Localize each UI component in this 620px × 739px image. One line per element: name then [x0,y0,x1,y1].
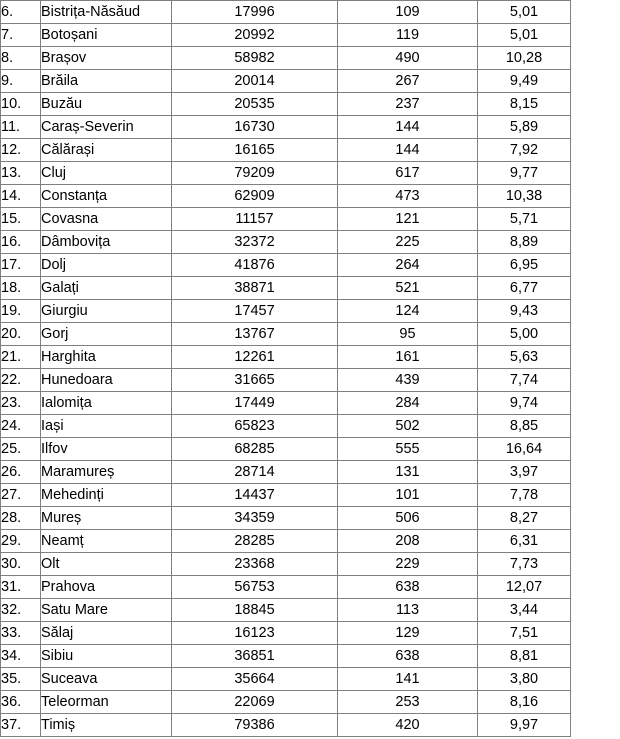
county-name-cell: Brăila [41,70,172,93]
population-cell: 68285 [172,438,338,461]
table-row [1,668,571,691]
row-index-cell: 35. [1,668,41,691]
population-cell: 38871 [172,277,338,300]
cases-cell: 229 [338,553,478,576]
table-row [1,369,571,392]
row-index-cell: 21. [1,346,41,369]
population-cell: 28285 [172,530,338,553]
table-row [1,231,571,254]
county-name-cell: Ilfov [41,438,172,461]
rate-cell: 9,97 [478,714,571,737]
cases-cell: 490 [338,47,478,70]
population-cell: 20535 [172,93,338,116]
county-name-cell: Sibiu [41,645,172,668]
table-row [1,553,571,576]
rate-cell: 8,15 [478,93,571,116]
row-index-cell: 32. [1,599,41,622]
population-cell: 56753 [172,576,338,599]
population-cell: 23368 [172,553,338,576]
table-row [1,714,571,737]
county-name-cell: Bistrița-Năsăud [41,1,172,24]
cases-cell: 124 [338,300,478,323]
row-index-cell: 19. [1,300,41,323]
table-row [1,277,571,300]
county-name-cell: Mehedinți [41,484,172,507]
rate-cell: 7,92 [478,139,571,162]
table-row [1,576,571,599]
table-row [1,691,571,714]
row-index-cell: 10. [1,93,41,116]
population-cell: 17449 [172,392,338,415]
county-name-cell: Teleorman [41,691,172,714]
table-row [1,24,571,47]
table-row [1,622,571,645]
row-index-cell: 27. [1,484,41,507]
rate-cell: 9,77 [478,162,571,185]
cases-cell: 267 [338,70,478,93]
population-cell: 12261 [172,346,338,369]
row-index-cell: 16. [1,231,41,254]
rate-cell: 7,51 [478,622,571,645]
county-name-cell: Brașov [41,47,172,70]
row-index-cell: 25. [1,438,41,461]
table-body [1,1,571,737]
table-row [1,461,571,484]
rate-cell: 5,89 [478,116,571,139]
county-name-cell: Olt [41,553,172,576]
cases-cell: 129 [338,622,478,645]
row-index-cell: 36. [1,691,41,714]
row-index-cell: 33. [1,622,41,645]
cases-cell: 101 [338,484,478,507]
rate-cell: 5,63 [478,346,571,369]
county-name-cell: Cluj [41,162,172,185]
cases-cell: 264 [338,254,478,277]
table-row [1,645,571,668]
population-cell: 17996 [172,1,338,24]
cases-cell: 420 [338,714,478,737]
population-cell: 35664 [172,668,338,691]
cases-cell: 439 [338,369,478,392]
population-cell: 31665 [172,369,338,392]
rate-cell: 8,81 [478,645,571,668]
county-name-cell: Prahova [41,576,172,599]
cases-cell: 506 [338,507,478,530]
population-cell: 18845 [172,599,338,622]
county-name-cell: Botoșani [41,24,172,47]
population-cell: 34359 [172,507,338,530]
cases-cell: 161 [338,346,478,369]
cases-cell: 502 [338,415,478,438]
rate-cell: 12,07 [478,576,571,599]
row-index-cell: 34. [1,645,41,668]
table-row [1,162,571,185]
population-cell: 11157 [172,208,338,231]
rate-cell: 9,43 [478,300,571,323]
rate-cell: 10,38 [478,185,571,208]
county-name-cell: Harghita [41,346,172,369]
county-name-cell: Dolj [41,254,172,277]
cases-cell: 208 [338,530,478,553]
cases-cell: 284 [338,392,478,415]
row-index-cell: 9. [1,70,41,93]
table-row [1,208,571,231]
rate-cell: 8,27 [478,507,571,530]
county-name-cell: Călărași [41,139,172,162]
table-row [1,300,571,323]
rate-cell: 3,44 [478,599,571,622]
row-index-cell: 23. [1,392,41,415]
county-name-cell: Mureș [41,507,172,530]
table-row [1,116,571,139]
table-row [1,507,571,530]
cases-cell: 131 [338,461,478,484]
population-cell: 16123 [172,622,338,645]
row-index-cell: 17. [1,254,41,277]
rate-cell: 6,77 [478,277,571,300]
row-index-cell: 26. [1,461,41,484]
table-row [1,185,571,208]
table-row [1,438,571,461]
row-index-cell: 8. [1,47,41,70]
rate-cell: 6,95 [478,254,571,277]
population-cell: 79209 [172,162,338,185]
county-name-cell: Buzău [41,93,172,116]
table-row [1,530,571,553]
cases-cell: 95 [338,323,478,346]
row-index-cell: 12. [1,139,41,162]
population-cell: 79386 [172,714,338,737]
table-row [1,392,571,415]
county-name-cell: Giurgiu [41,300,172,323]
cases-cell: 617 [338,162,478,185]
county-name-cell: Dâmbovița [41,231,172,254]
cases-cell: 141 [338,668,478,691]
row-index-cell: 28. [1,507,41,530]
cases-cell: 144 [338,116,478,139]
county-name-cell: Hunedoara [41,369,172,392]
table-row [1,254,571,277]
population-cell: 36851 [172,645,338,668]
table-row [1,70,571,93]
county-name-cell: Gorj [41,323,172,346]
row-index-cell: 20. [1,323,41,346]
rate-cell: 9,74 [478,392,571,415]
population-cell: 13767 [172,323,338,346]
table-row [1,139,571,162]
rate-cell: 6,31 [478,530,571,553]
county-name-cell: Suceava [41,668,172,691]
rate-cell: 7,74 [478,369,571,392]
row-index-cell: 22. [1,369,41,392]
cases-cell: 253 [338,691,478,714]
rate-cell: 8,16 [478,691,571,714]
population-cell: 20014 [172,70,338,93]
population-cell: 20992 [172,24,338,47]
table-row [1,323,571,346]
cases-cell: 638 [338,645,478,668]
cases-cell: 119 [338,24,478,47]
cases-cell: 521 [338,277,478,300]
county-name-cell: Ialomița [41,392,172,415]
rate-cell: 5,00 [478,323,571,346]
cases-cell: 121 [338,208,478,231]
row-index-cell: 7. [1,24,41,47]
county-name-cell: Covasna [41,208,172,231]
population-cell: 16730 [172,116,338,139]
county-name-cell: Iași [41,415,172,438]
cases-cell: 225 [338,231,478,254]
county-name-cell: Maramureș [41,461,172,484]
population-cell: 17457 [172,300,338,323]
county-name-cell: Galați [41,277,172,300]
cases-cell: 109 [338,1,478,24]
cases-cell: 144 [338,139,478,162]
county-name-cell: Satu Mare [41,599,172,622]
row-index-cell: 15. [1,208,41,231]
row-index-cell: 11. [1,116,41,139]
cases-cell: 473 [338,185,478,208]
cases-cell: 113 [338,599,478,622]
population-cell: 41876 [172,254,338,277]
rate-cell: 10,28 [478,47,571,70]
table-row [1,47,571,70]
rate-cell: 7,78 [478,484,571,507]
row-index-cell: 13. [1,162,41,185]
population-cell: 62909 [172,185,338,208]
county-name-cell: Timiș [41,714,172,737]
table-row [1,346,571,369]
population-cell: 32372 [172,231,338,254]
population-cell: 16165 [172,139,338,162]
table-row [1,599,571,622]
rate-cell: 16,64 [478,438,571,461]
population-cell: 65823 [172,415,338,438]
population-cell: 58982 [172,47,338,70]
population-cell: 14437 [172,484,338,507]
row-index-cell: 24. [1,415,41,438]
table-row [1,415,571,438]
rate-cell: 3,97 [478,461,571,484]
rate-cell: 7,73 [478,553,571,576]
county-name-cell: Caraș-Severin [41,116,172,139]
rate-cell: 8,85 [478,415,571,438]
row-index-cell: 30. [1,553,41,576]
table-row [1,93,571,116]
rate-cell: 8,89 [478,231,571,254]
row-index-cell: 37. [1,714,41,737]
county-name-cell: Constanța [41,185,172,208]
cases-cell: 237 [338,93,478,116]
county-name-cell: Sălaj [41,622,172,645]
population-cell: 22069 [172,691,338,714]
rate-cell: 5,01 [478,1,571,24]
row-index-cell: 31. [1,576,41,599]
row-index-cell: 29. [1,530,41,553]
rate-cell: 5,71 [478,208,571,231]
table-row [1,1,571,24]
cases-cell: 638 [338,576,478,599]
county-name-cell: Neamț [41,530,172,553]
row-index-cell: 18. [1,277,41,300]
rate-cell: 9,49 [478,70,571,93]
row-index-cell: 6. [1,1,41,24]
rate-cell: 5,01 [478,24,571,47]
table-row [1,484,571,507]
rate-cell: 3,80 [478,668,571,691]
cases-cell: 555 [338,438,478,461]
row-index-cell: 14. [1,185,41,208]
population-cell: 28714 [172,461,338,484]
